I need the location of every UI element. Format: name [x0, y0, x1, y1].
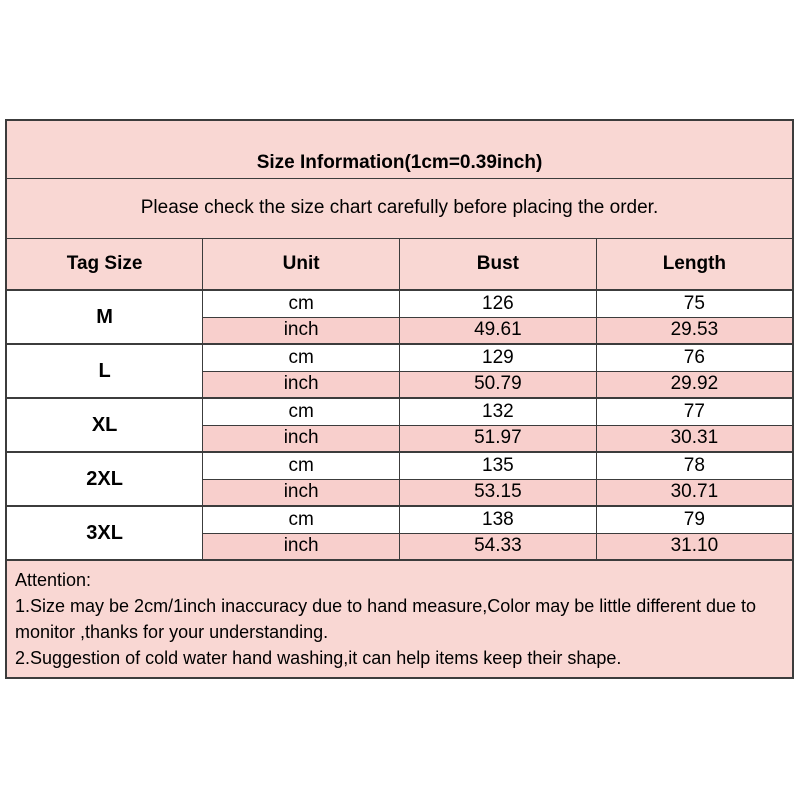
unit-cell: cm — [203, 344, 400, 371]
length-cm-value: 78 — [596, 452, 793, 479]
size-label-l: L — [6, 344, 203, 398]
size-label-xl: XL — [6, 398, 203, 452]
length-inch-value: 31.10 — [596, 533, 793, 560]
unit-cell: cm — [203, 452, 400, 479]
bust-inch-value: 54.33 — [400, 533, 597, 560]
column-header-tag-size: Tag Size — [6, 238, 203, 290]
length-cm-value: 76 — [596, 344, 793, 371]
unit-cell: inch — [203, 371, 400, 398]
bust-cm-value: 138 — [400, 506, 597, 533]
table-row — [6, 398, 793, 425]
size-label-2xl: 2XL — [6, 452, 203, 506]
bust-inch-value: 51.97 — [400, 425, 597, 452]
size-label-m: M — [6, 290, 203, 344]
attention-line-1: 1.Size may be 2cm/1inch inaccuracy due to hand measure,Color may be little different due to — [15, 596, 757, 616]
attention-line-2: monitor ,thanks for your understanding. — [15, 622, 329, 642]
length-cm-value: 75 — [596, 290, 793, 317]
unit-cell: cm — [203, 506, 400, 533]
table-note: Please check the size chart carefully before placing the order. — [6, 178, 793, 238]
length-cm-value: 77 — [596, 398, 793, 425]
bust-cm-value: 132 — [400, 398, 597, 425]
bust-inch-value: 49.61 — [400, 317, 597, 344]
table-title: Size Information(1cm=0.39inch) — [6, 120, 793, 178]
table-row — [6, 290, 793, 317]
column-header-unit: Unit — [203, 238, 400, 290]
attention-note — [6, 560, 793, 678]
length-inch-value: 29.92 — [596, 371, 793, 398]
table-row — [6, 452, 793, 479]
size-label-3xl: 3XL — [6, 506, 203, 560]
unit-cell: inch — [203, 479, 400, 506]
unit-cell: inch — [203, 425, 400, 452]
length-inch-value: 30.31 — [596, 425, 793, 452]
table-row — [6, 506, 793, 533]
unit-cell: inch — [203, 317, 400, 344]
column-header-bust: Bust — [400, 238, 597, 290]
column-header-length: Length — [596, 238, 793, 290]
bust-cm-value: 126 — [400, 290, 597, 317]
bust-inch-value: 50.79 — [400, 371, 597, 398]
length-cm-value: 79 — [596, 506, 793, 533]
attention-heading: Attention: — [15, 570, 92, 590]
unit-cell: cm — [203, 398, 400, 425]
unit-cell: inch — [203, 533, 400, 560]
attention-line-3: 2.Suggestion of cold water hand washing,it can help items keep their shape. — [15, 648, 622, 668]
bust-cm-value: 135 — [400, 452, 597, 479]
unit-cell: cm — [203, 290, 400, 317]
table-row — [6, 344, 793, 371]
size-chart-table — [5, 119, 794, 679]
length-inch-value: 30.71 — [596, 479, 793, 506]
bust-inch-value: 53.15 — [400, 479, 597, 506]
bust-cm-value: 129 — [400, 344, 597, 371]
length-inch-value: 29.53 — [596, 317, 793, 344]
